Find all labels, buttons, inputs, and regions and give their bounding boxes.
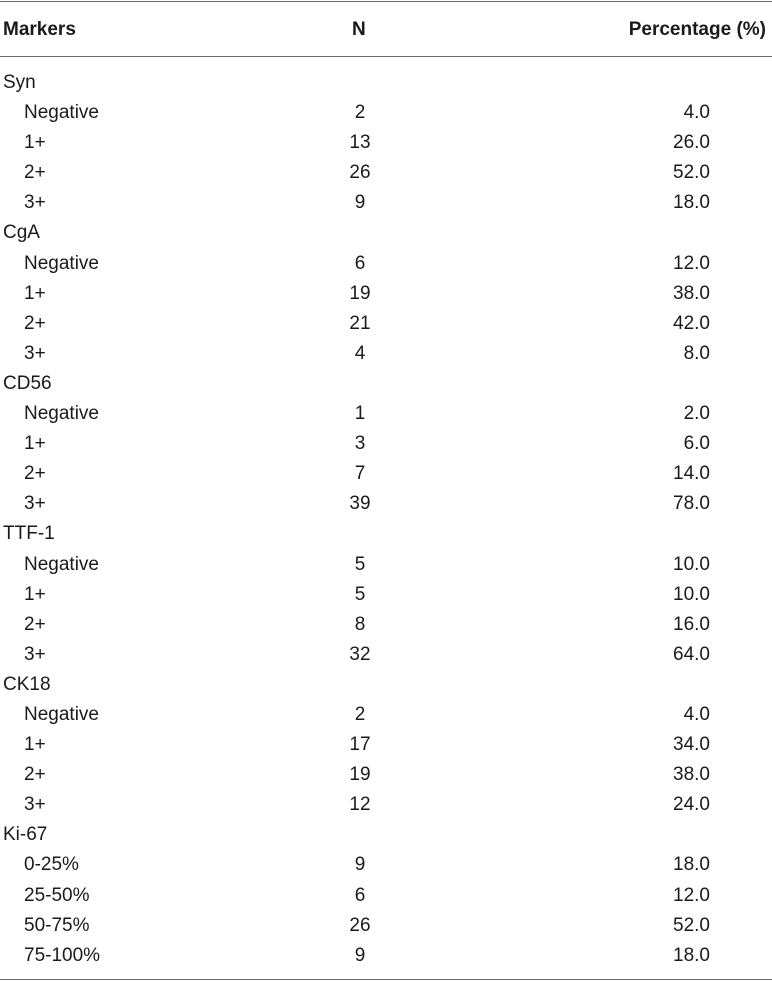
row-n: 26 bbox=[349, 162, 371, 184]
row-n: 26 bbox=[349, 914, 371, 936]
table-row bbox=[0, 790, 772, 820]
table-row bbox=[0, 339, 772, 369]
table-row bbox=[0, 399, 772, 429]
row-n: 3 bbox=[354, 433, 366, 455]
table-row bbox=[0, 188, 772, 218]
row-label: 2+ bbox=[24, 312, 46, 334]
table-row bbox=[0, 941, 772, 971]
row-n: 2 bbox=[354, 703, 366, 725]
table-row bbox=[0, 700, 772, 730]
row-n: 9 bbox=[354, 192, 366, 214]
row-percentage: 10.0 bbox=[673, 553, 710, 575]
row-label: 25-50% bbox=[24, 884, 90, 906]
table-row bbox=[0, 429, 772, 459]
table-row bbox=[0, 128, 772, 158]
row-percentage: 34.0 bbox=[673, 734, 710, 756]
table-row bbox=[0, 850, 772, 880]
group-label: TTF-1 bbox=[3, 523, 55, 545]
table-row bbox=[0, 640, 772, 670]
row-percentage: 4.0 bbox=[683, 703, 710, 725]
table-bottom-rule bbox=[0, 979, 772, 980]
row-percentage: 52.0 bbox=[673, 162, 710, 184]
row-percentage: 52.0 bbox=[673, 914, 710, 936]
table-body bbox=[0, 68, 772, 971]
table-row bbox=[0, 249, 772, 279]
row-label: 1+ bbox=[24, 734, 46, 756]
table-row bbox=[0, 309, 772, 339]
table-group-row bbox=[0, 519, 772, 549]
row-percentage: 16.0 bbox=[673, 613, 710, 635]
table-group-row bbox=[0, 68, 772, 98]
row-n: 8 bbox=[354, 613, 366, 635]
table-row bbox=[0, 98, 772, 128]
table-group-row bbox=[0, 820, 772, 850]
group-label: CD56 bbox=[3, 372, 52, 394]
row-percentage: 18.0 bbox=[673, 944, 710, 966]
row-label: 2+ bbox=[24, 463, 46, 485]
group-label: CgA bbox=[3, 222, 40, 244]
table-group-row bbox=[0, 218, 772, 248]
group-label: CK18 bbox=[3, 673, 51, 695]
row-percentage: 18.0 bbox=[673, 192, 710, 214]
table-row bbox=[0, 550, 772, 580]
header-percentage: Percentage (%) bbox=[628, 19, 766, 40]
table-group-row bbox=[0, 670, 772, 700]
row-n: 6 bbox=[354, 252, 366, 274]
row-n: 5 bbox=[354, 583, 366, 605]
row-n: 21 bbox=[349, 312, 371, 334]
table-row bbox=[0, 911, 772, 941]
row-n: 5 bbox=[354, 553, 366, 575]
row-percentage: 6.0 bbox=[683, 433, 710, 455]
row-n: 39 bbox=[349, 493, 371, 515]
row-label: 2+ bbox=[24, 162, 46, 184]
row-label: 2+ bbox=[24, 613, 46, 635]
row-label: Negative bbox=[24, 252, 99, 274]
row-percentage: 64.0 bbox=[673, 643, 710, 665]
row-percentage: 38.0 bbox=[673, 764, 710, 786]
row-label: Negative bbox=[24, 102, 99, 124]
table-row bbox=[0, 279, 772, 309]
row-label: 1+ bbox=[24, 282, 46, 304]
row-label: Negative bbox=[24, 403, 99, 425]
table-row bbox=[0, 158, 772, 188]
group-label: Ki-67 bbox=[3, 824, 48, 846]
row-percentage: 24.0 bbox=[673, 794, 710, 816]
row-percentage: 4.0 bbox=[683, 102, 710, 124]
row-label: 3+ bbox=[24, 342, 46, 364]
row-n: 1 bbox=[354, 403, 366, 425]
row-label: 3+ bbox=[24, 643, 46, 665]
row-n: 12 bbox=[349, 794, 371, 816]
header-n: N bbox=[352, 19, 366, 40]
table-row bbox=[0, 730, 772, 760]
table-row bbox=[0, 881, 772, 911]
row-n: 13 bbox=[349, 132, 371, 154]
header-markers: Markers bbox=[3, 19, 76, 40]
table-row bbox=[0, 580, 772, 610]
row-label: 3+ bbox=[24, 192, 46, 214]
row-n: 4 bbox=[354, 342, 366, 364]
row-percentage: 14.0 bbox=[673, 463, 710, 485]
row-label: 1+ bbox=[24, 433, 46, 455]
group-label: Syn bbox=[3, 72, 36, 93]
row-label: 2+ bbox=[24, 764, 46, 786]
row-label: Negative bbox=[24, 703, 99, 725]
row-percentage: 10.0 bbox=[673, 583, 710, 605]
row-n: 17 bbox=[349, 734, 371, 756]
row-percentage: 38.0 bbox=[673, 282, 710, 304]
table-header-rule bbox=[0, 56, 772, 57]
row-label: 3+ bbox=[24, 493, 46, 515]
row-label: 1+ bbox=[24, 132, 46, 154]
table-row bbox=[0, 760, 772, 790]
row-percentage: 42.0 bbox=[673, 312, 710, 334]
row-percentage: 12.0 bbox=[673, 252, 710, 274]
row-percentage: 12.0 bbox=[673, 884, 710, 906]
table-header-row bbox=[0, 2, 772, 56]
row-percentage: 26.0 bbox=[673, 132, 710, 154]
table-group-row bbox=[0, 369, 772, 399]
row-n: 19 bbox=[349, 764, 371, 786]
row-label: 1+ bbox=[24, 583, 46, 605]
row-n: 7 bbox=[354, 463, 366, 485]
row-n: 32 bbox=[349, 643, 371, 665]
row-n: 19 bbox=[349, 282, 371, 304]
row-n: 2 bbox=[354, 102, 366, 124]
row-percentage: 18.0 bbox=[673, 854, 710, 876]
row-label: 75-100% bbox=[24, 944, 101, 966]
row-n: 6 bbox=[354, 884, 366, 906]
table-row bbox=[0, 489, 772, 519]
row-label: 0-25% bbox=[24, 854, 79, 876]
row-label: 50-75% bbox=[24, 914, 90, 936]
row-label: Negative bbox=[24, 553, 99, 575]
row-percentage: 8.0 bbox=[683, 342, 710, 364]
row-n: 9 bbox=[354, 854, 366, 876]
table-row bbox=[0, 610, 772, 640]
row-label: 3+ bbox=[24, 794, 46, 816]
table-row bbox=[0, 459, 772, 489]
row-percentage: 2.0 bbox=[683, 403, 710, 425]
row-n: 9 bbox=[354, 944, 366, 966]
row-percentage: 78.0 bbox=[673, 493, 710, 515]
